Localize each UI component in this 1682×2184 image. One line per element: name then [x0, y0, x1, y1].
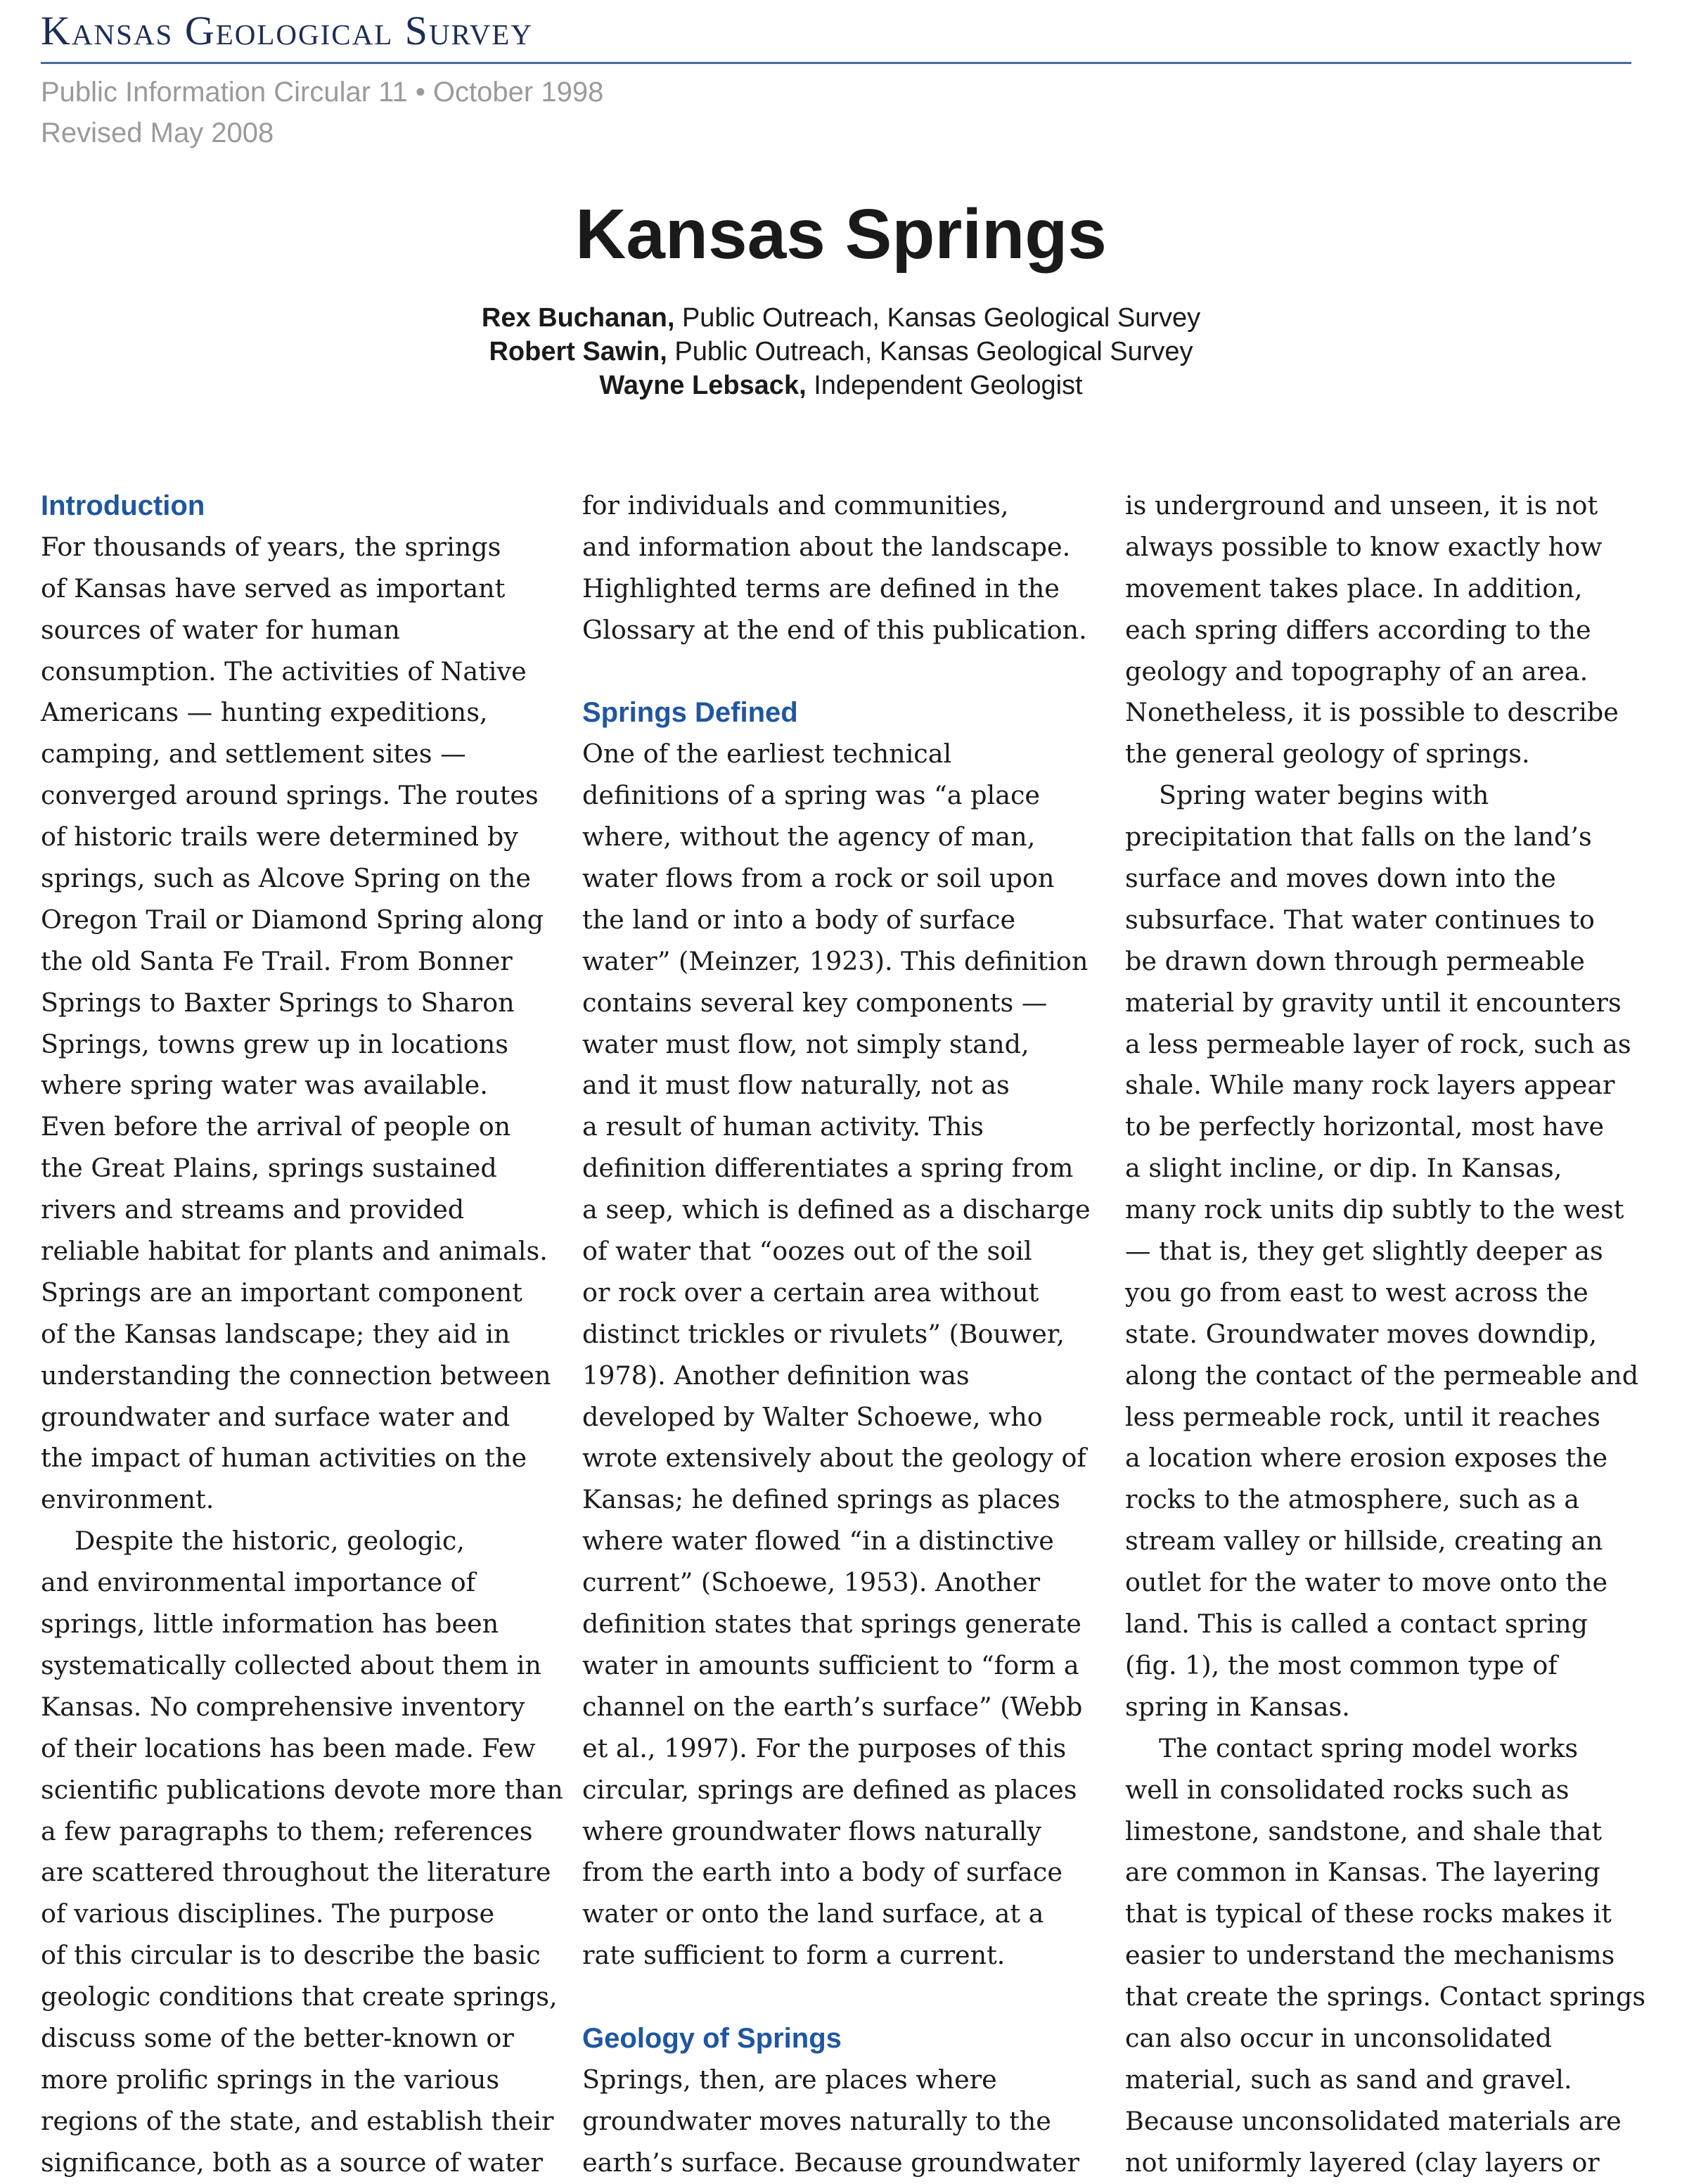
- section-heading: Introduction: [41, 490, 205, 521]
- body-text-line: springs, little information has been: [41, 1609, 499, 1640]
- body-text-line: material by gravity until it encounters: [1125, 987, 1622, 1018]
- body-text-line: less permeable rock, until it reaches: [1125, 1401, 1600, 1432]
- body-text-line: spring in Kansas.: [1125, 1691, 1350, 1722]
- body-text-line: definition states that springs generate: [582, 1609, 1081, 1640]
- body-text-line: the impact of human activities on the: [41, 1443, 527, 1474]
- body-text-line: groundwater moves naturally to the: [582, 2105, 1051, 2136]
- text-column-1: [41, 485, 563, 2184]
- body-text-line: shale. While many rock layers appear: [1125, 1070, 1615, 1101]
- body-text-line: many rock units dip subtly to the west: [1125, 1194, 1624, 1225]
- publication-info: [41, 72, 603, 153]
- body-text-line: the general geology of springs.: [1125, 739, 1530, 769]
- author-line: [0, 369, 1682, 402]
- body-text-line: movement takes place. In addition,: [1125, 573, 1583, 604]
- body-text-line: a few paragraphs to them; references: [41, 1815, 533, 1846]
- body-text-line: of the Kansas landscape; they aid in: [41, 1318, 511, 1349]
- author-line: [0, 335, 1682, 369]
- body-text-line: Kansas; he defined springs as places: [582, 1484, 1060, 1515]
- author-name: Robert Sawin,: [489, 337, 667, 366]
- body-text-line: definitions of a spring was “a place: [582, 780, 1040, 811]
- body-text-line: subsurface. That water continues to: [1125, 904, 1595, 935]
- body-text-line: the land or into a body of surface: [582, 904, 1016, 935]
- body-text-line: surface and moves down into the: [1125, 863, 1556, 894]
- body-text-line: a location where erosion exposes the: [1125, 1443, 1608, 1474]
- body-text-line: channel on the earth’s surface” (Webb: [582, 1691, 1083, 1722]
- body-text-line: Nonetheless, it is possible to describe: [1125, 697, 1619, 728]
- body-text-line: reliable habitat for plants and animals.: [41, 1236, 548, 1267]
- body-text-line: limestone, sandstone, and shale that: [1125, 1815, 1603, 1846]
- body-text-line: a slight incline, or dip. In Kansas,: [1125, 1153, 1562, 1184]
- revised-line: Revised May 2008: [41, 117, 274, 148]
- body-text-line: Springs to Baxter Springs to Sharon: [41, 987, 515, 1018]
- body-text-line: converged around springs. The routes: [41, 780, 539, 811]
- body-text-line: and it must flow naturally, not as: [582, 1070, 1010, 1101]
- body-text-line: distinct trickles or rivulets” (Bouwer,: [582, 1318, 1065, 1349]
- body-text-line: sources of water for human: [41, 614, 400, 645]
- body-text-line: each spring differs according to the: [1125, 614, 1591, 645]
- body-text-line: the Great Plains, springs sustained: [41, 1153, 497, 1184]
- body-text-line: of various disciplines. The purpose: [41, 1898, 495, 1929]
- body-text-line: you go from east to west across the: [1125, 1277, 1588, 1308]
- body-text-line: outlet for the water to move onto the: [1125, 1567, 1608, 1598]
- body-text-line: definition differentiates a spring from: [582, 1153, 1074, 1184]
- body-text-line: not uniformly layered (clay layers or: [1125, 2147, 1600, 2178]
- body-text-line: water” (Meinzer, 1923). This definition: [582, 945, 1089, 976]
- body-text-line: Oregon Trail or Diamond Spring along: [41, 904, 544, 935]
- body-text-line: is underground and unseen, it is not: [1125, 490, 1598, 521]
- body-text-line: precipitation that falls on the land’s: [1125, 822, 1592, 852]
- body-text-line: water or onto the land surface, at a: [582, 1898, 1044, 1929]
- page-title: Kansas Springs: [575, 195, 1107, 274]
- body-text-line: current” (Schoewe, 1953). Another: [582, 1567, 1041, 1598]
- body-text-line: where water flowed “in a distinctive: [582, 1526, 1054, 1557]
- body-text-line: where groundwater flows naturally: [582, 1815, 1042, 1846]
- masthead: Kansas Geological Survey: [41, 8, 533, 53]
- section-heading: Springs Defined: [582, 697, 798, 729]
- body-text-line: where, without the agency of man,: [582, 822, 1036, 852]
- body-text-line: consumption. The activities of Native: [41, 656, 527, 687]
- body-text-line: Glossary at the end of this publication.: [582, 614, 1087, 645]
- body-text-line: rocks to the atmosphere, such as a: [1125, 1484, 1580, 1515]
- body-text-line: well in consolidated rocks such as: [1125, 1774, 1569, 1805]
- author-list: [0, 301, 1682, 402]
- body-text-line: can also occur in unconsolidated: [1125, 2022, 1553, 2053]
- paragraph-gap: [582, 1977, 1096, 2018]
- body-text-line: water flows from a rock or soil upon: [582, 863, 1055, 894]
- body-text-line: The contact spring model works: [1159, 1732, 1579, 1763]
- body-text-line: camping, and settlement sites —: [41, 739, 466, 769]
- body-text-line: water in amounts sufficient to “form a: [582, 1649, 1079, 1680]
- body-text-line: Because unconsolidated materials are: [1125, 2105, 1622, 2136]
- body-text-line: rate sufficient to form a current.: [582, 1940, 1006, 1971]
- body-text-line: and information about the landscape.: [582, 531, 1071, 562]
- body-text-line: For thousands of years, the springs: [41, 531, 501, 562]
- body-text-line: of this circular is to describe the basic: [41, 1940, 541, 1971]
- author-line: [0, 301, 1682, 335]
- paragraph-gap: [582, 651, 1096, 693]
- body-text-line: Spring water begins with: [1159, 780, 1489, 811]
- body-text-line: Americans — hunting expeditions,: [41, 697, 488, 728]
- body-text-line: Springs, towns grew up in locations: [41, 1028, 508, 1059]
- body-text-line: are common in Kansas. The layering: [1125, 1857, 1600, 1888]
- body-text-line: Springs are an important component: [41, 1277, 522, 1308]
- section-heading: Geology of Springs: [582, 2022, 842, 2054]
- body-text-line: Even before the arrival of people on: [41, 1111, 511, 1142]
- body-text-line: significance, both as a source of water: [41, 2147, 543, 2178]
- body-text-line: the old Santa Fe Trail. From Bonner: [41, 945, 513, 976]
- body-text-line: water must flow, not simply stand,: [582, 1028, 1029, 1059]
- author-affiliation: Public Outreach, Kansas Geological Survey: [674, 303, 1201, 333]
- body-text-line: from the earth into a body of surface: [582, 1857, 1063, 1888]
- body-text-line: of Kansas have served as important: [41, 573, 506, 604]
- body-text-line: Springs, then, are places where: [582, 2064, 997, 2095]
- body-text-line: are scattered throughout the literature: [41, 1857, 551, 1888]
- body-text-line: (fig. 1), the most common type of: [1125, 1649, 1558, 1680]
- body-text-line: more prolific springs in the various: [41, 2064, 500, 2095]
- circular-line: Public Information Circular 11 • October 1998: [41, 77, 604, 108]
- body-text-line: that is typical of these rocks makes it: [1125, 1898, 1612, 1929]
- text-column-3: [1125, 485, 1646, 2184]
- body-text-line: Kansas. No comprehensive inventory: [41, 1691, 525, 1722]
- body-text-line: be drawn down through permeable: [1125, 945, 1585, 976]
- body-text-line: a seep, which is defined as a discharge: [582, 1194, 1091, 1225]
- body-text-line: along the contact of the permeable and: [1125, 1360, 1639, 1391]
- text-column-2: [582, 485, 1096, 2184]
- body-text-line: geology and topography of an area.: [1125, 656, 1588, 687]
- body-text-line: and environmental importance of: [41, 1567, 476, 1598]
- body-text-line: state. Groundwater moves downdip,: [1125, 1318, 1598, 1349]
- body-text-line: always possible to know exactly how: [1125, 531, 1603, 562]
- body-text-line: a less permeable layer of rock, such as: [1125, 1028, 1631, 1059]
- body-text-line: geologic conditions that create springs,: [41, 1981, 558, 2012]
- body-text-line: land. This is called a contact spring: [1125, 1609, 1588, 1640]
- body-text-line: that create the springs. Contact springs: [1125, 1981, 1646, 2012]
- body-text-line: a result of human activity. This: [582, 1111, 984, 1142]
- body-text-line: of historic trails were determined by: [41, 822, 518, 852]
- body-text-line: et al., 1997). For the purposes of this: [582, 1732, 1067, 1763]
- body-text-line: contains several key components —: [582, 987, 1048, 1018]
- body-text-line: understanding the connection between: [41, 1360, 551, 1391]
- body-text-line: 1978). Another definition was: [582, 1360, 970, 1391]
- body-text-line: regions of the state, and establish their: [41, 2105, 554, 2136]
- body-text-line: Highlighted terms are defined in the: [582, 573, 1060, 604]
- body-text-line: or rock over a certain area without: [582, 1277, 1039, 1308]
- body-text-line: One of the earliest technical: [582, 739, 952, 769]
- body-text-line: springs, such as Alcove Spring on the: [41, 863, 532, 894]
- body-text-line: discuss some of the better-known or: [41, 2022, 514, 2053]
- body-text-line: of water that “oozes out of the soil: [582, 1236, 1032, 1267]
- body-text-line: — that is, they get slightly deeper as: [1125, 1236, 1603, 1267]
- body-text-line: rivers and streams and provided: [41, 1194, 465, 1225]
- body-text-line: stream valley or hillside, creating an: [1125, 1526, 1603, 1557]
- body-text-line: of their locations has been made. Few: [41, 1732, 536, 1763]
- body-text-line: groundwater and surface water and: [41, 1401, 511, 1432]
- body-text-line: earth’s surface. Because groundwater: [582, 2147, 1080, 2178]
- body-text-line: Despite the historic, geologic,: [75, 1526, 465, 1557]
- body-text-line: for individuals and communities,: [582, 490, 1009, 521]
- body-text-line: circular, springs are defined as places: [582, 1774, 1077, 1805]
- body-text-line: systematically collected about them in: [41, 1649, 541, 1680]
- body-text-line: to be perfectly horizontal, most have: [1125, 1111, 1605, 1142]
- author-name: Wayne Lebsack,: [599, 371, 807, 400]
- body-text-line: environment.: [41, 1484, 214, 1515]
- body-text-line: material, such as sand and gravel.: [1125, 2064, 1572, 2095]
- body-text-line: scientific publications devote more than: [41, 1774, 563, 1805]
- header-rule: [41, 62, 1631, 64]
- body-text-line: where spring water was available.: [41, 1070, 488, 1101]
- author-affiliation: Independent Geologist: [806, 371, 1083, 400]
- author-affiliation: Public Outreach, Kansas Geological Survey: [667, 337, 1193, 366]
- body-text-line: easier to understand the mechanisms: [1125, 1940, 1615, 1971]
- author-name: Rex Buchanan,: [481, 303, 675, 333]
- body-text-line: wrote extensively about the geology of: [582, 1443, 1086, 1474]
- body-text-line: developed by Walter Schoewe, who: [582, 1401, 1043, 1432]
